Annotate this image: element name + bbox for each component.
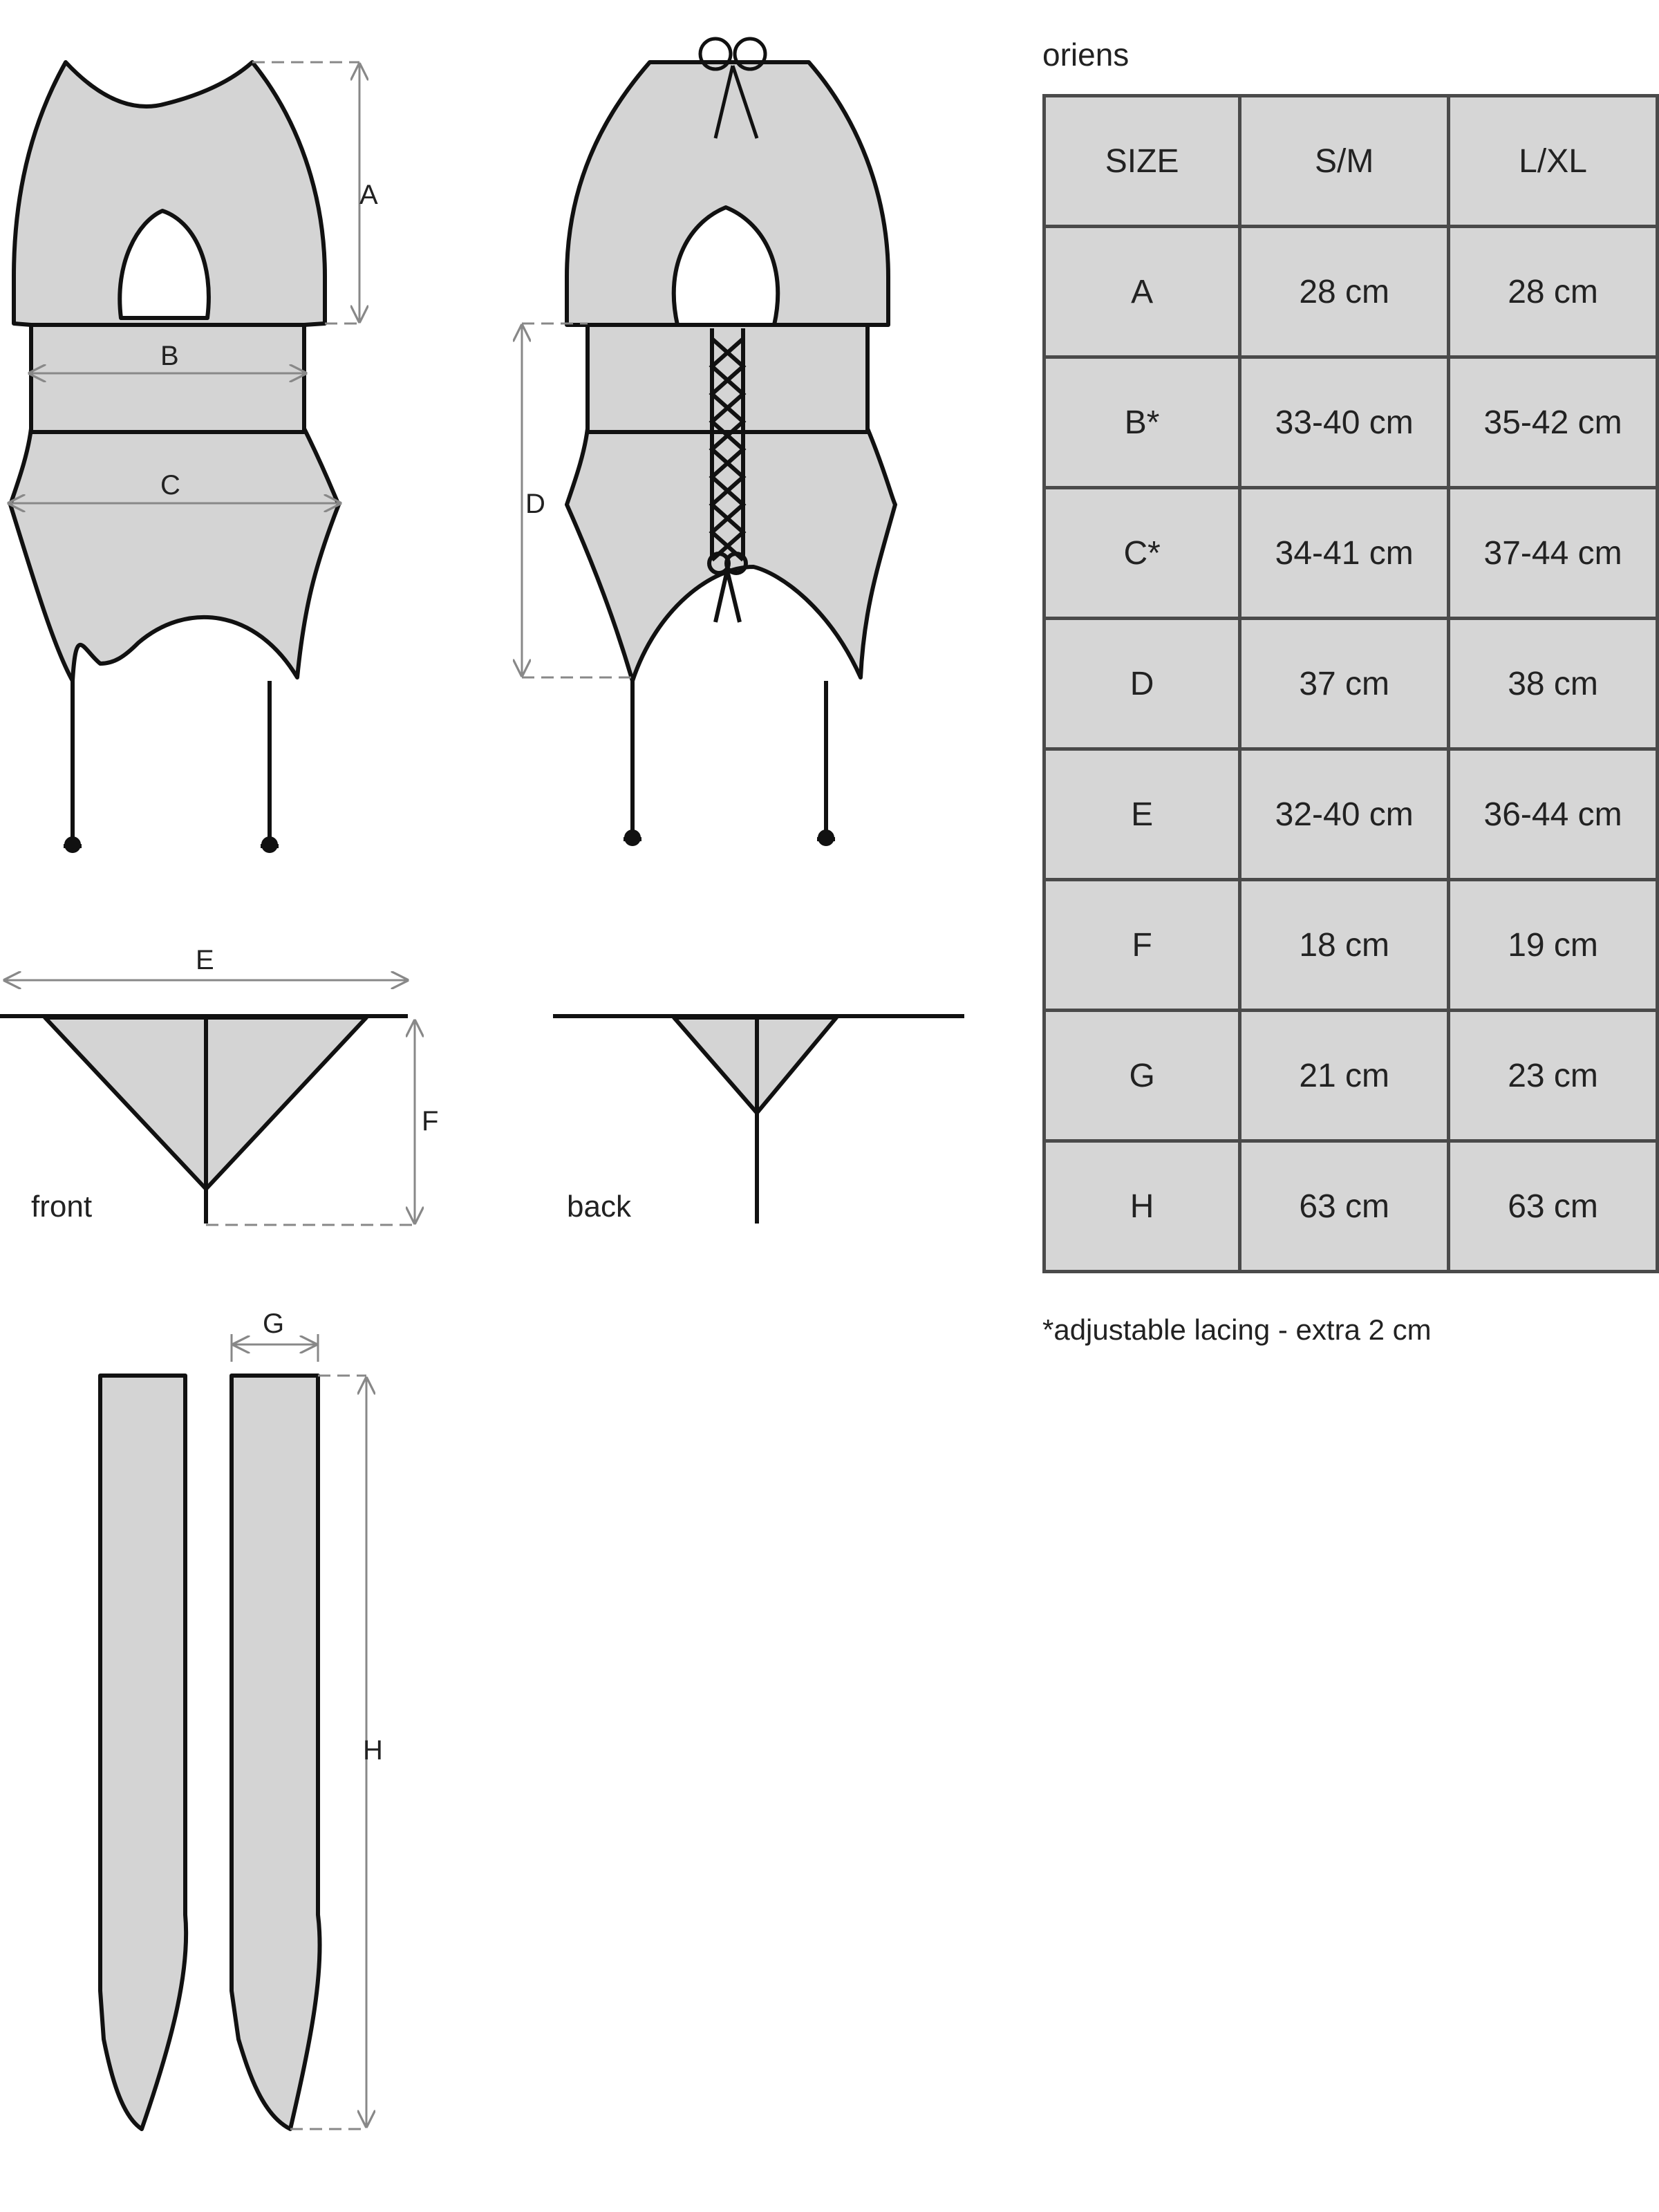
table-row — [1044, 619, 1658, 749]
table-cell: 19 cm — [1449, 880, 1658, 1011]
table-row — [1044, 227, 1658, 357]
label-d: D — [525, 489, 545, 519]
table-cell: E — [1044, 749, 1240, 880]
header-cell: S/M — [1240, 96, 1449, 227]
table-row — [1044, 357, 1658, 488]
table-cell: 37 cm — [1240, 619, 1449, 749]
table-cell: 34-41 cm — [1240, 488, 1449, 619]
size-table — [1042, 94, 1659, 1273]
table-cell: D — [1044, 619, 1240, 749]
back-garters — [624, 681, 835, 844]
label-h: H — [363, 1735, 383, 1765]
table-cell: 38 cm — [1449, 619, 1658, 749]
label-b: B — [160, 341, 179, 371]
table-cell: 63 cm — [1240, 1141, 1449, 1272]
front-garters — [64, 681, 279, 851]
table-row — [1044, 1141, 1658, 1272]
table-cell: 37-44 cm — [1449, 488, 1658, 619]
brand-name: oriens — [1042, 37, 1130, 73]
label-a: A — [359, 180, 378, 210]
label-front: front — [31, 1190, 93, 1224]
table-cell: C* — [1044, 488, 1240, 619]
header-cell: L/XL — [1449, 96, 1658, 227]
table-cell: A — [1044, 227, 1240, 357]
table-row — [1044, 1011, 1658, 1141]
table-cell: 28 cm — [1240, 227, 1449, 357]
table-cell: 33-40 cm — [1240, 357, 1449, 488]
table-cell: F — [1044, 880, 1240, 1011]
table-cell: 23 cm — [1449, 1011, 1658, 1141]
table-cell: B* — [1044, 357, 1240, 488]
label-back: back — [567, 1190, 631, 1224]
header-cell: SIZE — [1044, 96, 1240, 227]
table-cell: 63 cm — [1449, 1141, 1658, 1272]
label-e: E — [196, 945, 214, 975]
label-c: C — [160, 470, 180, 500]
table-cell: 18 cm — [1240, 880, 1449, 1011]
table-row — [1044, 488, 1658, 619]
table-row — [1044, 749, 1658, 880]
table-cell: 21 cm — [1240, 1011, 1449, 1141]
table-row — [1044, 880, 1658, 1011]
label-g: G — [263, 1309, 285, 1339]
label-f: F — [422, 1106, 439, 1136]
table-cell: H — [1044, 1141, 1240, 1272]
table-cell: 28 cm — [1449, 227, 1658, 357]
corset-front — [10, 62, 339, 681]
table-header-row — [1044, 96, 1658, 227]
table-cell: 36-44 cm — [1449, 749, 1658, 880]
footnote: *adjustable lacing - extra 2 cm — [1042, 1313, 1432, 1346]
stockings — [100, 1376, 320, 2129]
table-cell: G — [1044, 1011, 1240, 1141]
table-cell: 35-42 cm — [1449, 357, 1658, 488]
table-cell: 32-40 cm — [1240, 749, 1449, 880]
